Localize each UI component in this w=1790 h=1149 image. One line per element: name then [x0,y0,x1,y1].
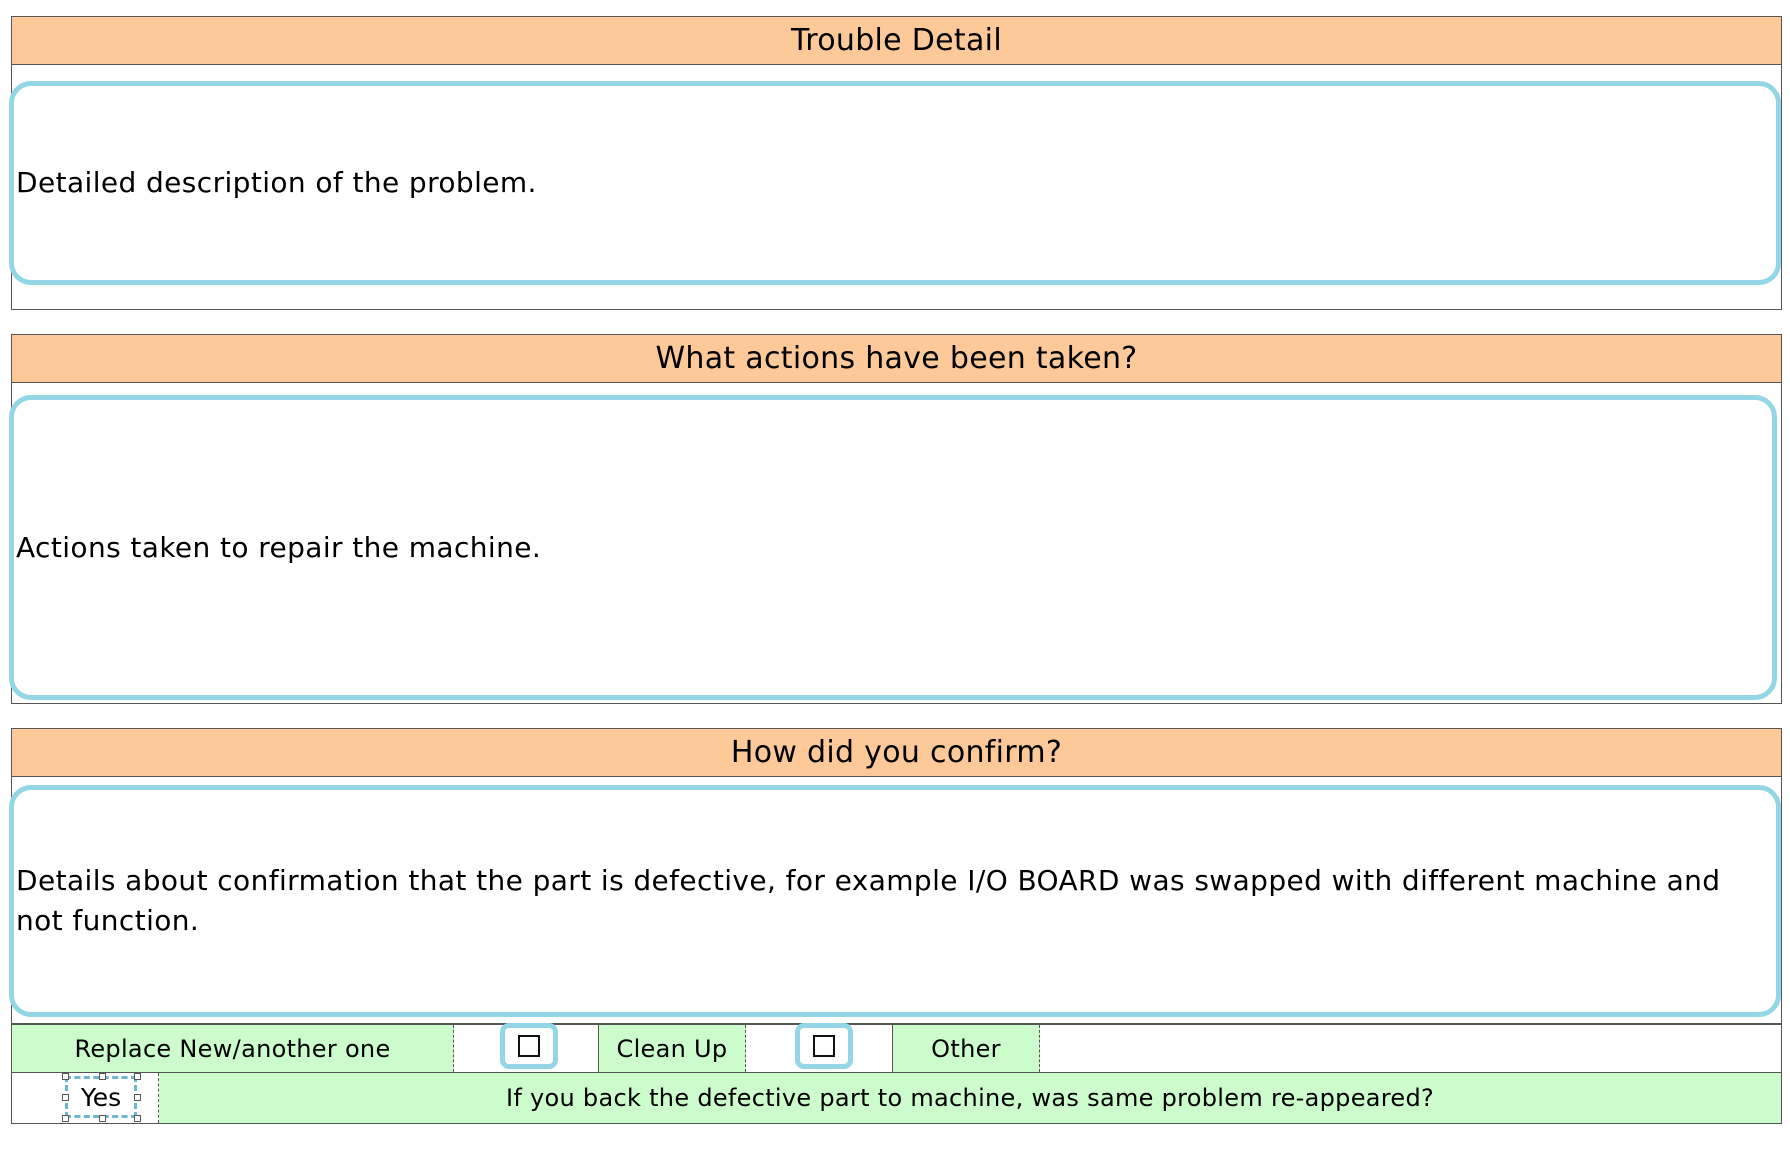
resize-handle-right[interactable] [134,1094,141,1101]
resize-handle-top-left[interactable] [62,1073,69,1080]
repair-options-row [11,1024,1782,1073]
resize-handle-top[interactable] [99,1073,106,1080]
other-option-text: Other [931,1034,1001,1063]
other-value-cell[interactable] [1040,1025,1781,1072]
reappear-question-cell [159,1073,1781,1123]
reappear-question-text: If you back the defective part to machine, was same problem re-appeared? [505,1084,1435,1112]
resize-handle-bottom-right[interactable] [134,1115,141,1122]
replace-option-label [12,1025,454,1072]
reappear-answer-dropdown[interactable] [65,1076,137,1118]
actions-taken-header [12,335,1781,383]
replace-checkbox-square [518,1035,540,1057]
actions-taken-textbox[interactable] [9,395,1777,700]
replace-option-text: Replace New/another one [74,1034,391,1063]
trouble-detail-text: Detailed description of the problem. [16,166,537,199]
confirmation-textbox[interactable] [9,785,1781,1017]
actions-taken-text: Actions taken to repair the machine. [16,530,542,564]
resize-handle-top-right[interactable] [134,1073,141,1080]
cleanup-checkbox-square [813,1035,835,1057]
trouble-detail-textbox[interactable] [9,81,1781,285]
resize-handle-bottom-left[interactable] [62,1115,69,1122]
trouble-detail-header [12,17,1781,65]
resize-handle-left[interactable] [62,1094,69,1101]
resize-handle-bottom[interactable] [99,1115,106,1122]
trouble-detail-title: Trouble Detail [791,23,1002,58]
actions-taken-title: What actions have been taken? [655,341,1138,376]
cleanup-option-text: Clean Up [616,1034,728,1063]
reappear-answer-value: Yes [80,1082,122,1112]
confirmation-text: Details about confirmation that the part is defective, for example I/O BOARD was swapped with different machine and not function. [16,864,1721,937]
cleanup-option-label [599,1025,746,1072]
cleanup-checkbox[interactable] [795,1023,853,1069]
other-option-label [893,1025,1040,1072]
confirmation-title: How did you confirm? [730,735,1063,770]
confirmation-header [12,729,1781,777]
reappear-row [11,1073,1782,1124]
replace-checkbox[interactable] [500,1023,558,1069]
